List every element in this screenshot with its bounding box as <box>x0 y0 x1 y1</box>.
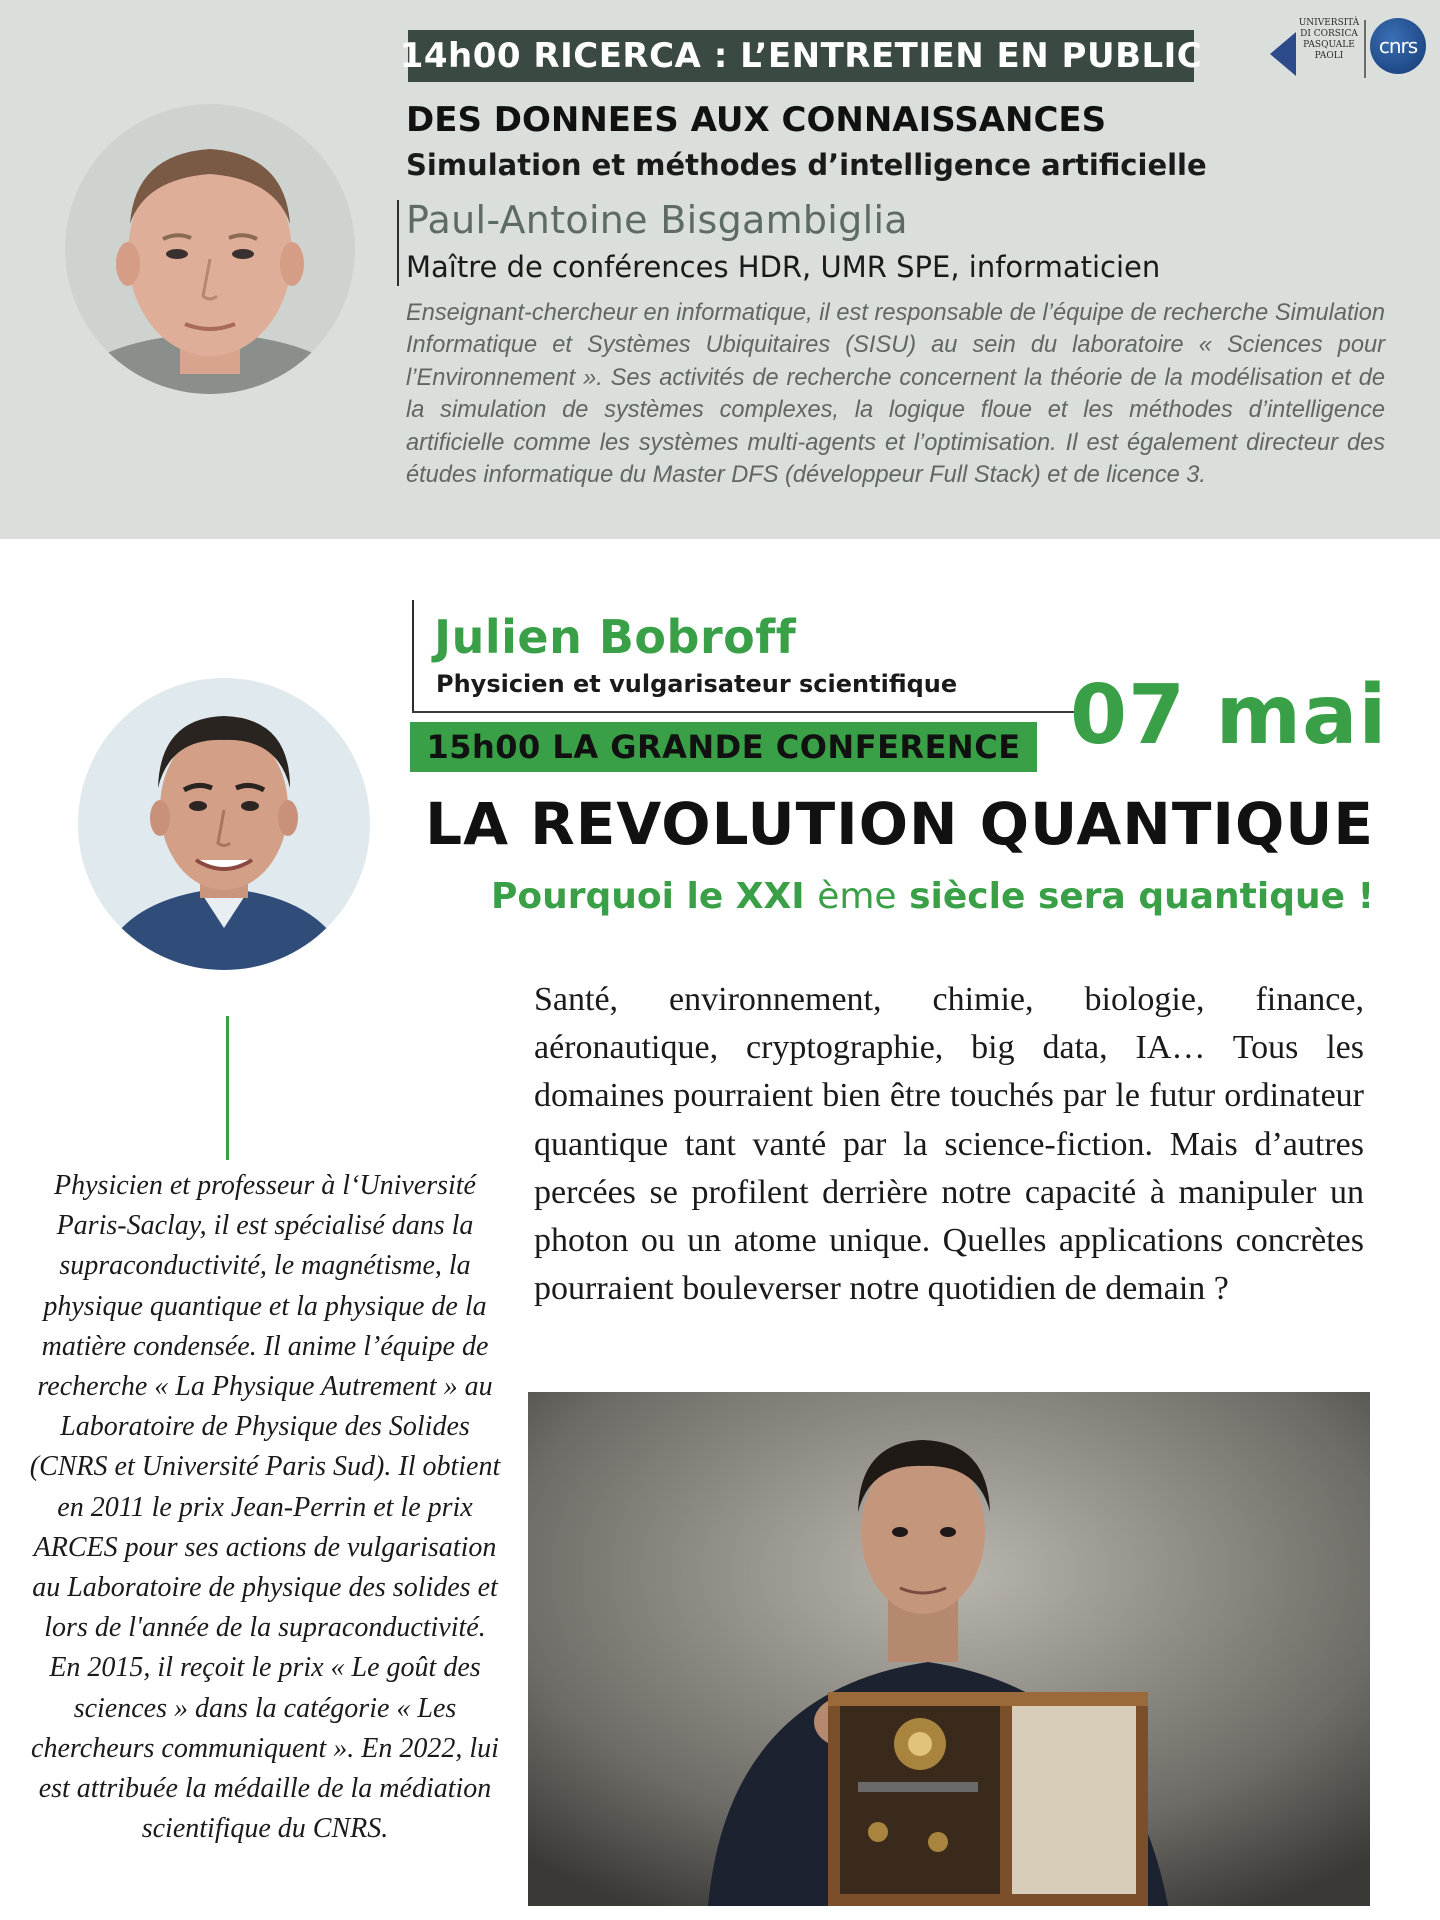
speaker-role: Maître de conférences HDR, UMR SPE, informaticien <box>406 250 1161 284</box>
cnrs-logo: cnrs <box>1370 18 1426 74</box>
header-divider <box>412 711 1077 713</box>
event-date: 07 mai <box>1070 668 1388 763</box>
portrait-illustration <box>65 104 355 394</box>
speaker-portrait-bisgambiglia <box>65 104 355 394</box>
interview-time-badge: 14h00 RICERCA : L’ENTRETIEN EN PUBLIC <box>408 30 1194 82</box>
speaker-bio: Physicien et professeur à l‘Université Paris-Saclay, il est spécialisé dans la supraconductivité, le magnétisme, la physique quantique et la physique de la matière condensée. Il anime l’équipe de recherche « La Physique Autrement » au Laboratoire de Physique des Solides (CNRS et Université Paris Sud). Il obtient en 2011 le prix Jean-Perrin et le prix ARCES pour ses actions de vulgarisation au Laboratoire de physique des solides et lors de l'année de la supraconductivité. En 2015, il reçoit le prix « Le goût des sciences » dans la catégorie « Les chercheurs communiquent ». En 2022, lui est attribuée la médaille de la médiation scientifique du CNRS. <box>29 1170 501 1845</box>
conference-subtitle <box>380 876 1374 917</box>
portrait-illustration <box>78 678 370 970</box>
speaker-name: Paul-Antoine Bisgambiglia <box>406 198 908 242</box>
interview-title: DES DONNEES AUX CONNAISSANCES <box>406 100 1107 140</box>
speaker-portrait-bobroff <box>78 678 370 970</box>
university-emblem-icon <box>1270 32 1296 76</box>
speaker-bio: Enseignant-chercheur en informatique, il est responsable de l’équipe de recherche Simulation Informatique et Systèmes Ubiquitaires (SISU) au sein du laboratoire « Sciences pour l’Environnement ». Ses activités de recherche concernent la théorie de la modélisation et de la simulation de systèmes complexes, la logique floue et les méthodes d’intelligence artificielle comme les systèmes multi-agents et l’optimisation. Il est également directeur des études informatique du Master DFS (développeur Full Stack) et de licence 3. <box>406 300 1385 489</box>
speaker-photo-with-device <box>528 1392 1370 1906</box>
photo-illustration <box>528 1392 1370 1906</box>
subtitle-part-1: Pourquoi le XXI <box>490 876 818 917</box>
speaker-role: Physicien et vulgarisateur scientifique <box>436 670 958 698</box>
speaker-name-rule <box>412 600 414 712</box>
interview-subtitle: Simulation et méthodes d’intelligence artificielle <box>406 148 1207 182</box>
logo-divider <box>1364 20 1366 78</box>
conference-time-badge: 15h00 LA GRANDE CONFERENCE <box>410 722 1037 772</box>
subtitle-part-2: siècle sera quantique ! <box>896 876 1374 917</box>
subtitle-ordinal: ème <box>817 876 897 917</box>
bio-accent-rule <box>226 1016 229 1160</box>
partner-logos <box>1268 14 1426 86</box>
interview-section <box>0 0 1440 539</box>
university-corsica-logo: UNIVERSITÀ DI CORSICA PASQUALE PAOLI <box>1268 18 1360 82</box>
speaker-name-rule <box>397 200 399 286</box>
speaker-name: Julien Bobroff <box>434 610 797 664</box>
conference-title: LA REVOLUTION QUANTIQUE <box>425 790 1374 858</box>
conference-abstract: Santé, environnement, chimie, biologie, finance, aéronautique, cryptographie, big data, IA… Tous les domaines pourraient bien être touchés par le futur ordinateur quantique tant vanté par la science-fiction. Mais d’autres percées se profilent derrière notre capacité à manipuler un photon ou un atome unique. Quelles applications concrètes pourraient bouleverser notre quotidien de demain ? <box>534 981 1364 1308</box>
